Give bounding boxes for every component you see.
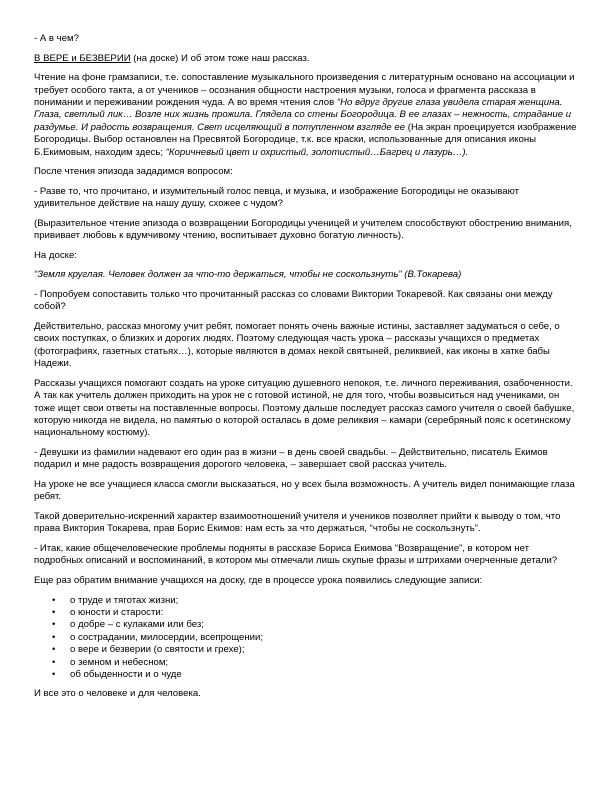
paragraph-12: - Девушки из фамилии надевают его один раз в жизни – в день своей свадьбы. – Действительно, писатель Екимов подарил и мне радость возвращения дорогого человека, – завершает свой рассказ учитель. bbox=[34, 447, 548, 471]
paragraph-15: - Итак, какие общечеловеческие проблемы подняты в рассказе Бориса Екимова “Возвращение”, в котором нет подробных описаний и воспоминаний, в котором мы отмечали лишь скупые фразы и штрихами очерченные детали? bbox=[34, 543, 558, 567]
bullet-icon: • bbox=[52, 631, 56, 643]
paragraph-17: И все это о человеке и для человека. bbox=[34, 688, 201, 700]
bullet-icon: • bbox=[52, 644, 56, 656]
list-item-text: об обыденности и о чуде bbox=[70, 669, 182, 681]
list-item-text: о сострадании, милосердии, всепрощении; bbox=[70, 631, 264, 643]
paragraph-2 bbox=[34, 53, 580, 65]
list-item bbox=[34, 669, 580, 681]
bullet-icon: • bbox=[52, 607, 56, 619]
bullet-icon: • bbox=[52, 669, 56, 681]
paragraph-5: - Разве то, что прочитано, и изумительный голос певца, и музыка, и изображение Богородицы не оказывают удивительное действие на нашу душу, схожее с чудом? bbox=[34, 185, 520, 210]
document-page bbox=[34, 33, 580, 708]
paragraph-3-quote-1: “Но вдруг другие глаза увидела старая женщина. Глаза, светлый лик… Возле них жизнь прожила. Глядела со стены Богородица. В ее глазах – нежность, страдание и раздумье. И радость возвращения. Свет исцеляющий в потупленном взгляде ее bbox=[34, 97, 572, 133]
paragraph-3 bbox=[34, 72, 580, 159]
paragraph-8-quote: “Земля круглая. Человек должен за что-то держаться, чтобы не соскользнуть” (В.Токарева) bbox=[34, 269, 462, 281]
bullet-icon: • bbox=[52, 619, 56, 631]
paragraph-14: Такой доверительно-искренний характер взаимоотношений учителя и учеников позволяет прийти к выводу о том, что права Виктория Токарева, прав Борис Екимов: нам есть за что держаться, “чтобы не соскользнуть”. bbox=[34, 511, 561, 535]
list-item bbox=[34, 607, 580, 619]
list-item bbox=[34, 619, 580, 631]
paragraph-9: - Попробуем сопоставить только что прочитанный рассказ со словами Виктории Токаревой. Как связаны они между собой? bbox=[34, 289, 553, 313]
board-notes-list bbox=[34, 595, 580, 682]
list-item-text: о земном и небесном; bbox=[70, 656, 169, 668]
list-item bbox=[34, 644, 580, 656]
paragraph-4: После чтения эпизода зададимся вопросом: bbox=[34, 166, 233, 178]
paragraph-3-quote-2: “Коричневый цвет и охристый, золотистый…Багрец и лазурь…). bbox=[165, 146, 469, 158]
list-item-text: о добре – с кулаками или без; bbox=[70, 619, 204, 631]
paragraph-2-rest: (на доске) И об этом тоже наш рассказ. bbox=[130, 52, 310, 64]
bullet-icon: • bbox=[52, 594, 56, 606]
paragraph-3-part-b: (На экран проецируется изображение Богородицы. Выбор остановлен на Пресвятой Богородице, т.к. все краски, использованные для описания иконы Б.Екимовым, находим здесь; bbox=[34, 121, 577, 158]
list-item bbox=[34, 632, 580, 644]
bullet-icon: • bbox=[52, 656, 56, 668]
list-item-text: о вере и безверии (о святости и грехе); bbox=[70, 644, 245, 656]
paragraph-7: На доске: bbox=[34, 249, 77, 261]
paragraph-13: На уроке не все учащиеся класса смогли высказаться, но у всех была возможность. А учитель видел понимающие глаза ребят. bbox=[34, 479, 575, 503]
paragraph-1: - А в чем? bbox=[34, 33, 79, 44]
list-item bbox=[34, 595, 580, 607]
board-note-underlined: В ВЕРЕ и БЕЗВЕРИИ bbox=[34, 52, 131, 64]
paragraph-6: (Выразительное чтение эпизода о возвращении Богородицы ученицей и учителем способствуют обострению внимания, прививает любовь к вдумчивому чтению, воспитывает духовно богатую личность). bbox=[34, 217, 572, 242]
paragraph-3-part-a: Чтение на фоне грамзаписи, т.е. сопоставление музыкального произведения с литературным основано на ассоциации и требует особого такта, а от учеников – осознания общности настроения музыки, голоса и фрагмента рассказа в понимании и переживании рождения чуда. А во время чтения слов bbox=[34, 72, 575, 108]
paragraph-16: Еще раз обратим внимание учащихся на доску, где в процессе урока появились следующие записи: bbox=[34, 575, 483, 587]
list-item-text: о юности и старости: bbox=[70, 607, 164, 619]
list-item bbox=[34, 657, 580, 669]
paragraph-11: Рассказы учащихся помогают создать на уроке ситуацию душевного непокоя, т.е. личного переживания, озабоченности. А так как учитель должен приходить на урок не с готовой истиной, не для того, чтобы возвыситься над учениками, он тоже ищет свои ответы на поставленные вопросы. Поэтому дальше последует рассказ самого учителя о своей бабушке, которую никогда не видела, но памятью о которой осталась в доме реликвия – камари (серебряный пояс к осетинскому национальному костюму). bbox=[34, 377, 575, 439]
list-item-text: о труде и тяготах жизни; bbox=[70, 594, 179, 606]
paragraph-10: Действительно, рассказ многому учит ребят, помогает понять очень важные истины, заставляет задуматься о себе, о своих поступках, о близких и дорогих людях. Поэтому следующая часть урока – рассказы учащихся о предметах (фотографиях, газетных статьях…), которые являются в домах некой святыней, реликвией, как иконы в хатке бабы Надежи. bbox=[34, 321, 560, 370]
